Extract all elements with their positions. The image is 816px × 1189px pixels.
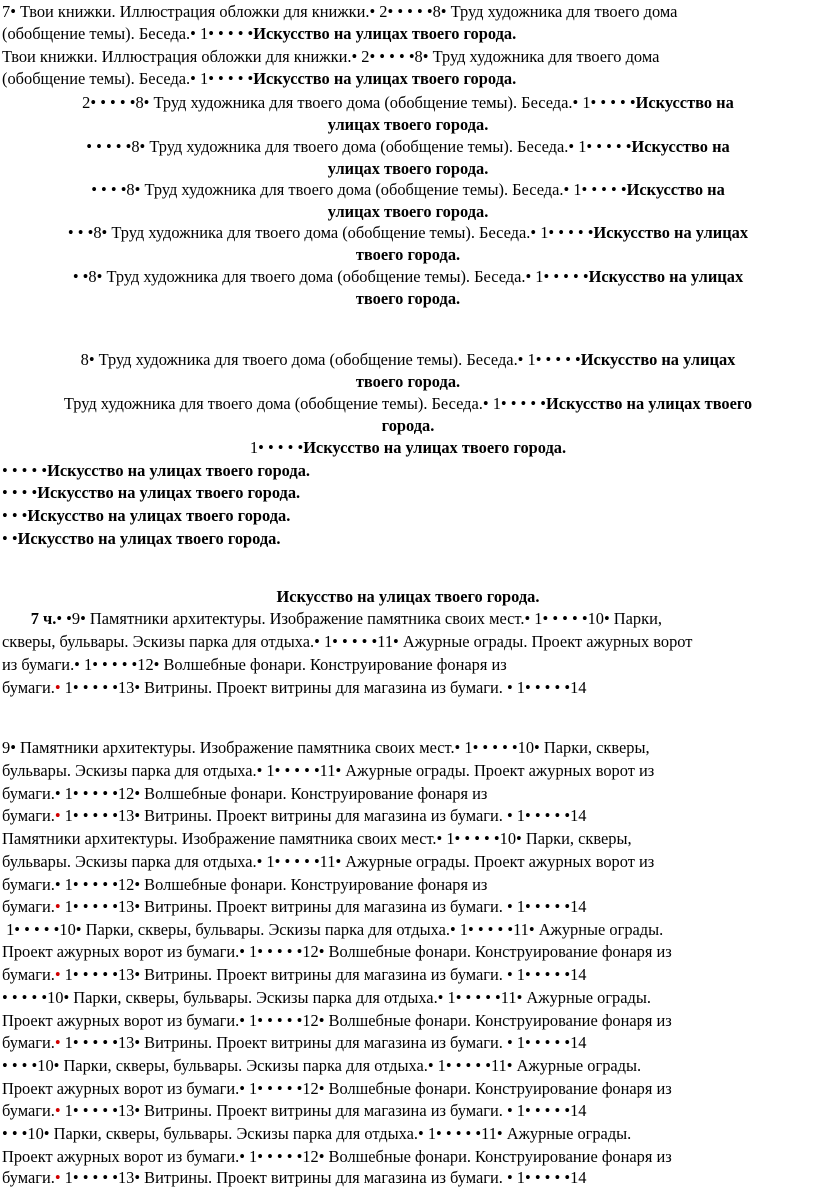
line-bold-text: Искусство на улицах твоего города. — [37, 483, 301, 502]
line-bold-text: Искусство на — [631, 137, 730, 156]
line-text: Труд художника для твоего дома (обобщение темы). Беседа.• 1• • • • • — [63, 394, 546, 413]
text-line — [0, 91, 816, 114]
line-text-continued: 1• • • • •13• Витрины. Проект витрины для магазина из бумаги. • 1• • • • •14 — [60, 965, 587, 984]
text-line — [0, 200, 816, 223]
line-text: бумаги. — [2, 1033, 55, 1052]
text-line — [2, 67, 516, 90]
line-text: бумаги.• 1• • • • •12• Волшебные фонари. Конструирование фонаря из — [2, 784, 488, 803]
text-line — [2, 873, 487, 896]
text-line — [2, 1099, 586, 1122]
text-line — [2, 804, 586, 827]
text-line — [0, 585, 816, 608]
line-bold-text: Искусство на улицах твоего — [545, 394, 753, 413]
red-bullet: • — [54, 965, 61, 984]
text-line — [0, 414, 816, 437]
line-bold-text: Искусство на улицах твоего города. — [253, 24, 517, 43]
red-bullet: • — [54, 678, 61, 697]
red-bullet: • — [54, 806, 61, 825]
text-line — [2, 963, 586, 986]
text-line — [2, 527, 280, 550]
line-text-continued: 1• • • • •13• Витрины. Проект витрины для магазина из бумаги. • 1• • • • •14 — [60, 1168, 587, 1187]
line-text: 1• • • • •10• Парки, скверы, бульвары. Эскизы парка для отдыха.• 1• • • • •11• Ажурные ограды. — [2, 920, 664, 939]
text-line — [2, 0, 677, 23]
line-text: Проект ажурных ворот из бумаги.• 1• • • • •12• Волшебные фонари. Конструирование фонаря из — [2, 1147, 672, 1166]
line-text: 2• • • • •8• Труд художника для твоего дома (обобщение темы). Беседа.• 1• • • • • — [82, 93, 636, 112]
line-text: бумаги. — [2, 897, 55, 916]
line-text: 8• Труд художника для твоего дома (обобщение темы). Беседа.• 1• • • • • — [80, 350, 581, 369]
text-line — [0, 157, 816, 180]
line-text: (обобщение темы). Беседа.• 1• • • • • — [2, 24, 254, 43]
line-text: бумаги. — [2, 806, 55, 825]
text-line — [2, 895, 586, 918]
red-bullet: • — [54, 1168, 61, 1187]
text-line — [0, 265, 816, 288]
line-text-continued: 1• • • • •13• Витрины. Проект витрины для магазина из бумаги. • 1• • • • •14 — [60, 1033, 587, 1052]
red-bullet: • — [54, 1033, 61, 1052]
line-bold-text: твоего города. — [355, 372, 461, 391]
line-text: Проект ажурных ворот из бумаги.• 1• • • • •12• Волшебные фонари. Конструирование фонаря из — [2, 1011, 672, 1030]
line-text: • • •8• Труд художника для твоего дома (обобщение темы). Беседа.• 1• • • • • — [67, 223, 594, 242]
line-text-continued: 1• • • • •13• Витрины. Проект витрины для магазина из бумаги. • 1• • • • •14 — [60, 678, 587, 697]
text-line — [2, 986, 651, 1009]
text-line — [2, 940, 672, 963]
text-line — [0, 135, 816, 158]
line-bold-text: улицах твоего города. — [327, 202, 489, 221]
line-bold-text: 7 ч. — [30, 609, 57, 628]
text-line — [2, 1145, 672, 1168]
red-bullet: • — [54, 897, 61, 916]
text-line — [2, 607, 662, 630]
line-text: Проект ажурных ворот из бумаги.• 1• • • • •12• Волшебные фонари. Конструирование фонаря из — [2, 1079, 672, 1098]
text-line — [2, 918, 663, 941]
line-text: 9• Памятники архитектуры. Изображение памятника своих мест.• 1• • • • •10• Парки, скверы, — [2, 738, 650, 757]
line-text: • • • • • — [2, 461, 48, 480]
line-text: бумаги. — [2, 1168, 55, 1187]
line-bold-text: Искусство на — [626, 180, 725, 199]
line-text: Твои книжки. Иллюстрация обложки для книжки.• 2• • • • •8• Труд художника для твоего дома — [2, 47, 660, 66]
text-line — [2, 1077, 672, 1100]
line-text: (обобщение темы). Беседа.• 1• • • • • — [2, 69, 254, 88]
text-line — [2, 759, 654, 782]
line-text: • • • • — [2, 483, 38, 502]
line-bold-text: Искусство на улицах твоего города. — [303, 438, 567, 457]
line-text: бумаги. — [2, 965, 55, 984]
text-line — [0, 178, 816, 201]
text-line — [2, 1122, 631, 1145]
text-line — [2, 1031, 586, 1054]
line-text-continued: 1• • • • •13• Витрины. Проект витрины для магазина из бумаги. • 1• • • • •14 — [60, 1101, 587, 1120]
text-line — [2, 504, 290, 527]
text-line — [2, 459, 310, 482]
text-line — [2, 481, 300, 504]
text-line — [2, 782, 487, 805]
line-bold-text: улицах твоего города. — [327, 115, 489, 134]
line-text-continued: • •9• Памятники архитектуры. Изображение памятника своих мест.• 1• • • • •10• Парки, — [56, 609, 662, 628]
line-bold-text: Искусство на улицах твоего города. — [47, 461, 310, 480]
line-text: • • • •10• Парки, скверы, бульвары. Эскизы парка для отдыха.• 1• • • • •11• Ажурные ограды. — [2, 1056, 642, 1075]
text-line — [0, 243, 816, 266]
line-text: • • • — [2, 506, 28, 525]
text-line — [0, 113, 816, 136]
line-text: • • — [2, 529, 18, 548]
text-line — [2, 1166, 586, 1189]
text-line — [0, 348, 816, 371]
text-line — [2, 630, 692, 653]
text-line — [2, 653, 507, 676]
line-text: Проект ажурных ворот из бумаги.• 1• • • • •12• Волшебные фонари. Конструирование фонаря из — [2, 942, 672, 961]
line-bold-text: Искусство на улицах — [593, 223, 749, 242]
text-line — [0, 436, 816, 459]
line-text: Памятники архитектуры. Изображение памятника своих мест.• 1• • • • •10• Парки, скверы, — [2, 829, 632, 848]
line-bold-text: твоего города. — [355, 245, 461, 264]
text-line — [2, 45, 659, 68]
line-text: • •8• Труд художника для твоего дома (обобщение темы). Беседа.• 1• • • • • — [72, 267, 589, 286]
line-text: • • • • •8• Труд художника для твоего дома (обобщение темы). Беседа.• 1• • • • • — [86, 137, 632, 156]
line-text — [2, 609, 31, 628]
text-line — [2, 1009, 672, 1032]
line-text-continued: 1• • • • •13• Витрины. Проект витрины для магазина из бумаги. • 1• • • • •14 — [60, 897, 587, 916]
line-text: скверы, бульвары. Эскизы парка для отдыха.• 1• • • • •11• Ажурные ограды. Проект ажурных ворот — [2, 632, 693, 651]
line-text: • • • •8• Труд художника для твоего дома (обобщение темы). Беседа.• 1• • • • • — [91, 180, 627, 199]
line-text: бульвары. Эскизы парка для отдыха.• 1• • • • •11• Ажурные ограды. Проект ажурных ворот из — [2, 852, 655, 871]
line-bold-text: улицах твоего города. — [327, 159, 489, 178]
text-line — [2, 736, 650, 759]
line-bold-text: Искусство на улицах — [580, 350, 736, 369]
text-line — [0, 287, 816, 310]
line-bold-text: Искусство на — [635, 93, 734, 112]
red-bullet: • — [54, 1101, 61, 1120]
text-line — [2, 1054, 641, 1077]
text-line — [2, 827, 632, 850]
line-bold-text: Искусство на улицах твоего города. — [276, 587, 540, 606]
line-text: из бумаги.• 1• • • • •12• Волшебные фонари. Конструирование фонаря из — [2, 655, 507, 674]
text-line — [2, 22, 516, 45]
line-bold-text: Искусство на улицах твоего города. — [27, 506, 291, 525]
line-bold-text: Искусство на улицах — [588, 267, 744, 286]
line-text: бумаги. — [2, 1101, 55, 1120]
line-bold-text: города. — [381, 416, 435, 435]
text-line — [0, 392, 816, 415]
text-line — [2, 850, 654, 873]
line-text-continued: 1• • • • •13• Витрины. Проект витрины для магазина из бумаги. • 1• • • • •14 — [60, 806, 587, 825]
line-text: • • • • •10• Парки, скверы, бульвары. Эскизы парка для отдыха.• 1• • • • •11• Ажурные ограды. — [2, 988, 651, 1007]
line-text: • • •10• Парки, скверы, бульвары. Эскизы парка для отдыха.• 1• • • • •11• Ажурные ограды. — [2, 1124, 632, 1143]
line-text: бумаги.• 1• • • • •12• Волшебные фонари. Конструирование фонаря из — [2, 875, 488, 894]
line-text: 1• • • • • — [249, 438, 304, 457]
line-text: бумаги. — [2, 678, 55, 697]
text-line — [0, 221, 816, 244]
line-bold-text: Искусство на улицах твоего города. — [17, 529, 281, 548]
line-text: бульвары. Эскизы парка для отдыха.• 1• • • • •11• Ажурные ограды. Проект ажурных ворот из — [2, 761, 655, 780]
text-line — [2, 676, 586, 699]
line-bold-text: Искусство на улицах твоего города. — [253, 69, 517, 88]
text-line — [0, 370, 816, 393]
line-bold-text: твоего города. — [355, 289, 461, 308]
line-text: 7• Твои книжки. Иллюстрация обложки для книжки.• 2• • • • •8• Труд художника для твоего дома — [2, 2, 678, 21]
